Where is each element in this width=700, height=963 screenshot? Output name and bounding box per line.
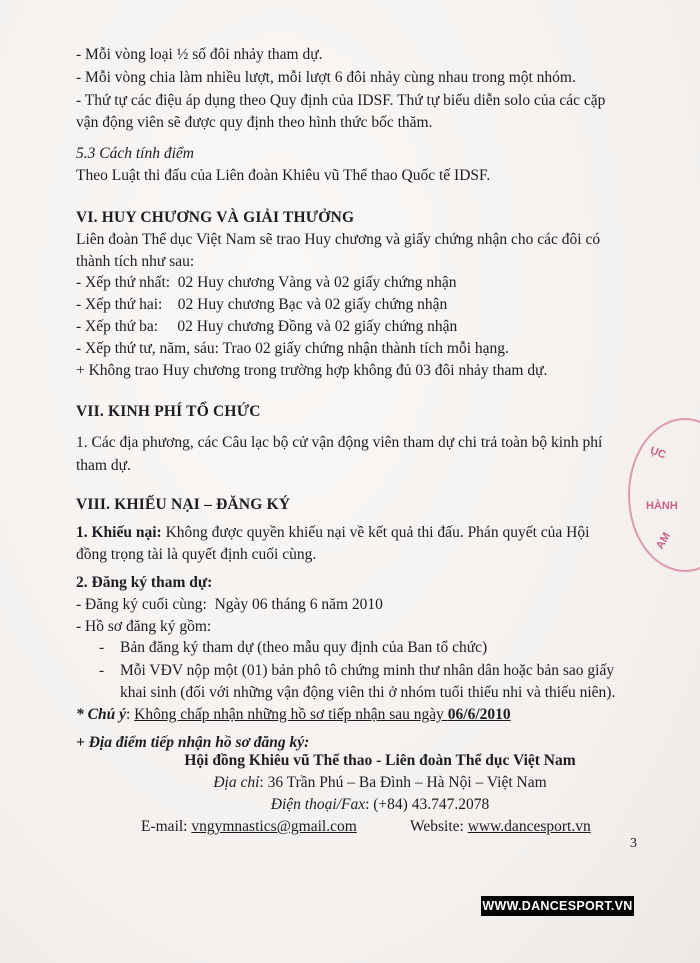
text-line: 1. Các địa phương, các Câu lạc bộ cử vận động viên tham dự chi trả toàn bộ kinh phí xyxy=(76,434,603,451)
doc-item: Mỗi VĐV nộp một (01) bản phô tô chứng minh thư nhân dân hoặc bản sao giấy xyxy=(120,662,615,679)
doc-item: khai sinh (đối với những vận động viên thi ở nhóm tuổi thiếu nhi và thiếu niên). xyxy=(120,684,616,701)
deadline-line: - Đăng ký cuối cùng: Ngày 06 tháng 6 năm 2010 xyxy=(76,596,383,613)
website-line xyxy=(410,818,591,836)
email-link[interactable]: vngymnastics@gmail.com xyxy=(191,818,357,835)
complaint-text: Không được quyền khiếu nại về kết quả thi đấu. Phán quyết của Hội xyxy=(161,524,590,541)
org-name: Hội đồng Khiêu vũ Thể thao - Liên đoàn Thể dục Việt Nam xyxy=(184,752,576,769)
award-item: - Xếp thứ tư, năm, sáu: Trao 02 giấy chứng nhận thành tích mỗi hạng. xyxy=(76,340,509,357)
email-label: E-mail: xyxy=(141,818,192,835)
stamp-text: AM xyxy=(654,530,674,552)
list-bullet: - xyxy=(99,639,105,656)
website-link[interactable]: www.dancesport.vn xyxy=(467,818,591,835)
note-date: 06/6/2010 xyxy=(447,706,511,723)
watermark-badge: WWW.DANCESPORT.VN xyxy=(481,896,634,916)
text-line: thành tích như sau: xyxy=(76,253,195,270)
venue-label: + Địa điểm tiếp nhận hồ sơ đăng ký: xyxy=(76,734,310,751)
section-heading: VIII. KHIẾU NẠI – ĐĂNG KÝ xyxy=(76,496,291,513)
phone-line xyxy=(0,796,700,814)
page-number: 3 xyxy=(630,836,637,851)
stamp-text: ỤC xyxy=(648,444,668,462)
award-item: + Không trao Huy chương trong trường hợp không đủ 03 đôi nhảy tham dự. xyxy=(76,362,548,379)
doc-item: Bản đăng ký tham dự (theo mẫu quy định của Ban tổ chức) xyxy=(120,639,488,656)
complaint-line xyxy=(76,524,589,542)
subsection-title: 5.3 Cách tính điểm xyxy=(76,145,194,162)
text-line: - Mỗi vòng loại ½ số đôi nhảy tham dự. xyxy=(76,46,323,63)
address-value: : 36 Trần Phú – Ba Đình – Hà Nội – Việt Nam xyxy=(259,774,547,791)
text-line: đồng trọng tài là quyết định cuối cùng. xyxy=(76,546,317,563)
registration-label: 2. Đăng ký tham dự: xyxy=(76,574,213,591)
website-label: Website: xyxy=(410,818,468,835)
text-line: tham dự. xyxy=(76,457,131,474)
text-line: - Thứ tự các điệu áp dụng theo Quy định của IDSF. Thứ tự biểu diễn solo của các cặp xyxy=(76,92,606,109)
stamp-text: HÀNH xyxy=(646,500,678,512)
email-line xyxy=(141,818,357,836)
text-line: Liên đoàn Thể dục Việt Nam sẽ trao Huy chương và giấy chứng nhận cho các đôi có xyxy=(76,231,601,248)
address-line xyxy=(0,774,700,792)
text-line: - Mỗi vòng chia làm nhiều lượt, mỗi lượt 6 đôi nhảy cùng nhau trong một nhóm. xyxy=(76,69,576,86)
text-line: Theo Luật thi đấu của Liên đoàn Khiêu vũ Thể thao Quốc tế IDSF. xyxy=(76,167,491,184)
award-item: - Xếp thứ nhất: 02 Huy chương Vàng và 02 giấy chứng nhận xyxy=(76,274,457,291)
award-item: - Xếp thứ hai: 02 Huy chương Bạc và 02 giấy chứng nhận xyxy=(76,296,448,313)
text-line: vận động viên sẽ được quy định theo hình thức bốc thăm. xyxy=(76,114,433,131)
list-bullet: - xyxy=(99,662,105,679)
docs-intro: - Hồ sơ đăng ký gồm: xyxy=(76,618,212,635)
note-text: Không chấp nhận những hồ sơ tiếp nhận sau ngày xyxy=(134,706,448,723)
award-item: - Xếp thứ ba: 02 Huy chương Đồng và 02 giấy chứng nhận xyxy=(76,318,458,335)
address-label: Địa chỉ xyxy=(213,774,260,791)
phone-value: : (+84) 43.747.2078 xyxy=(365,796,490,813)
complaint-label: 1. Khiếu nại: xyxy=(76,524,162,541)
note-colon: : xyxy=(125,706,135,723)
phone-label: Điện thoại/Fax xyxy=(270,796,366,813)
note-line xyxy=(76,706,511,724)
section-heading: VII. KINH PHÍ TỔ CHỨC xyxy=(76,403,261,420)
note-label: * Chú ý xyxy=(76,706,126,723)
section-heading: VI. HUY CHƯƠNG VÀ GIẢI THƯỞNG xyxy=(76,209,355,226)
